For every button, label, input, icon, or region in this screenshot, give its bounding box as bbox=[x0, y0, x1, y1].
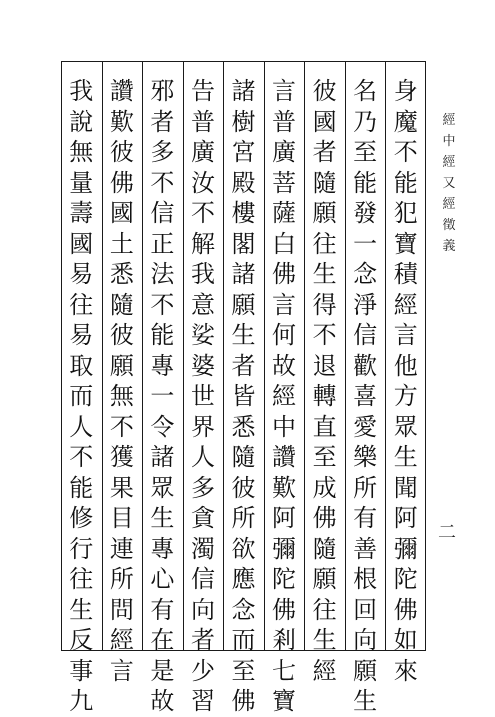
character: 讚 bbox=[109, 77, 134, 105]
character: 佛 bbox=[231, 687, 256, 715]
character: 有 bbox=[150, 595, 175, 624]
character: 隨 bbox=[109, 290, 134, 319]
character: 殿 bbox=[231, 168, 256, 197]
character: 願 bbox=[353, 656, 378, 685]
character: 而 bbox=[231, 626, 256, 654]
character: 犯 bbox=[393, 199, 418, 227]
character: 言 bbox=[272, 290, 297, 319]
character: 往 bbox=[69, 565, 94, 593]
character: 佛 bbox=[109, 168, 134, 197]
character: 寶 bbox=[272, 687, 297, 715]
character: 念 bbox=[353, 260, 378, 288]
character: 不 bbox=[393, 138, 418, 166]
character: 令 bbox=[150, 412, 175, 441]
character: 悉 bbox=[109, 260, 134, 288]
character: 有 bbox=[353, 504, 378, 532]
character: 至 bbox=[231, 656, 256, 685]
header-character: 經 bbox=[442, 113, 456, 128]
character: 經 bbox=[272, 382, 297, 410]
character: 七 bbox=[272, 656, 297, 685]
character: 諸 bbox=[231, 260, 256, 288]
character: 宮 bbox=[231, 138, 256, 166]
character: 言 bbox=[393, 321, 418, 349]
text-column bbox=[347, 76, 383, 715]
header-character: 中 bbox=[442, 134, 456, 149]
character: 寶 bbox=[393, 229, 418, 258]
character: 行 bbox=[69, 534, 94, 563]
character: 生 bbox=[312, 626, 337, 654]
character: 正 bbox=[150, 229, 175, 258]
character: 一 bbox=[150, 382, 175, 410]
character: 無 bbox=[109, 382, 134, 410]
character: 願 bbox=[231, 290, 256, 319]
character: 應 bbox=[231, 565, 256, 593]
character: 我 bbox=[69, 77, 94, 105]
character: 連 bbox=[109, 534, 134, 563]
character: 歎 bbox=[109, 107, 134, 136]
character: 土 bbox=[109, 229, 134, 258]
character: 能 bbox=[69, 473, 94, 502]
header-character: 經 bbox=[442, 197, 456, 212]
character: 乃 bbox=[353, 107, 378, 136]
column-divider bbox=[304, 61, 305, 651]
character: 願 bbox=[312, 565, 337, 593]
character: 隨 bbox=[312, 534, 337, 563]
character: 歡 bbox=[353, 351, 378, 380]
character: 轉 bbox=[312, 382, 337, 410]
character: 淨 bbox=[353, 290, 378, 319]
character: 念 bbox=[231, 595, 256, 624]
character: 積 bbox=[393, 260, 418, 288]
character: 廣 bbox=[190, 138, 215, 166]
character: 往 bbox=[69, 290, 94, 319]
character: 皆 bbox=[231, 382, 256, 410]
character: 生 bbox=[231, 321, 256, 349]
character: 說 bbox=[69, 107, 94, 136]
character: 往 bbox=[312, 595, 337, 624]
character: 阿 bbox=[393, 504, 418, 532]
character: 彼 bbox=[231, 473, 256, 502]
character: 彌 bbox=[272, 534, 297, 563]
character: 不 bbox=[190, 199, 215, 227]
character: 反 bbox=[69, 626, 94, 654]
character: 如 bbox=[393, 626, 418, 654]
character: 生 bbox=[150, 504, 175, 532]
character: 佛 bbox=[393, 595, 418, 624]
text-column bbox=[266, 76, 302, 715]
character: 言 bbox=[109, 656, 134, 685]
text-column bbox=[104, 76, 140, 685]
character: 阿 bbox=[272, 504, 297, 532]
text-column bbox=[63, 76, 99, 715]
header-character: 徵 bbox=[442, 218, 456, 233]
character: 不 bbox=[312, 321, 337, 349]
character: 所 bbox=[231, 504, 256, 532]
character: 根 bbox=[353, 565, 378, 593]
character: 者 bbox=[190, 626, 215, 654]
character: 樂 bbox=[353, 443, 378, 471]
character: 少 bbox=[190, 656, 215, 685]
character: 悉 bbox=[231, 412, 256, 441]
character: 解 bbox=[190, 229, 215, 258]
character: 樓 bbox=[231, 199, 256, 227]
character: 心 bbox=[150, 565, 175, 593]
character: 習 bbox=[190, 687, 215, 715]
character: 故 bbox=[272, 351, 297, 380]
character: 經 bbox=[393, 290, 418, 319]
column-divider bbox=[183, 61, 184, 651]
character: 而 bbox=[69, 382, 94, 410]
character: 問 bbox=[109, 595, 134, 624]
character: 不 bbox=[109, 412, 134, 441]
character: 白 bbox=[272, 229, 297, 258]
character: 廣 bbox=[272, 138, 297, 166]
column-divider bbox=[223, 61, 224, 651]
character: 讚 bbox=[272, 443, 297, 471]
header-character: 又 bbox=[442, 176, 456, 191]
character: 中 bbox=[272, 412, 297, 441]
text-column bbox=[185, 76, 221, 715]
character: 剎 bbox=[272, 626, 297, 654]
character: 言 bbox=[272, 77, 297, 105]
character: 佛 bbox=[272, 260, 297, 288]
text-column bbox=[226, 76, 262, 715]
character: 隨 bbox=[231, 443, 256, 471]
column-divider bbox=[102, 61, 103, 651]
character: 佛 bbox=[312, 504, 337, 532]
character: 向 bbox=[353, 626, 378, 654]
character: 不 bbox=[69, 443, 94, 471]
character: 在 bbox=[150, 626, 175, 654]
character: 是 bbox=[150, 656, 175, 685]
character: 佛 bbox=[272, 595, 297, 624]
character: 發 bbox=[353, 199, 378, 227]
character: 眾 bbox=[150, 473, 175, 502]
character: 能 bbox=[353, 168, 378, 197]
character: 能 bbox=[393, 168, 418, 197]
character: 何 bbox=[272, 321, 297, 349]
character: 歎 bbox=[272, 473, 297, 502]
character: 無 bbox=[69, 138, 94, 166]
character: 邪 bbox=[150, 77, 175, 105]
character: 生 bbox=[312, 260, 337, 288]
character: 陀 bbox=[272, 565, 297, 593]
character: 身 bbox=[393, 77, 418, 105]
character: 能 bbox=[150, 321, 175, 349]
character: 退 bbox=[312, 351, 337, 380]
character: 普 bbox=[190, 107, 215, 136]
text-column bbox=[388, 76, 424, 685]
character: 他 bbox=[393, 351, 418, 380]
character: 法 bbox=[150, 260, 175, 288]
character: 往 bbox=[312, 229, 337, 258]
character: 多 bbox=[150, 138, 175, 166]
running-header bbox=[438, 110, 460, 257]
character: 婆 bbox=[190, 351, 215, 380]
character: 至 bbox=[353, 138, 378, 166]
text-column bbox=[307, 76, 343, 685]
character: 修 bbox=[69, 504, 94, 532]
character: 獲 bbox=[109, 443, 134, 471]
character: 九 bbox=[69, 687, 94, 715]
character: 國 bbox=[312, 107, 337, 136]
character: 經 bbox=[109, 626, 134, 654]
character: 向 bbox=[190, 595, 215, 624]
character: 魔 bbox=[393, 107, 418, 136]
character: 薩 bbox=[272, 199, 297, 227]
column-divider bbox=[142, 61, 143, 651]
character: 所 bbox=[353, 473, 378, 502]
character: 不 bbox=[150, 290, 175, 319]
character: 者 bbox=[312, 138, 337, 166]
character: 國 bbox=[69, 229, 94, 258]
column-divider bbox=[264, 61, 265, 651]
character: 愛 bbox=[353, 412, 378, 441]
character: 界 bbox=[190, 412, 215, 441]
character: 生 bbox=[353, 687, 378, 715]
text-column bbox=[144, 76, 180, 715]
character: 眾 bbox=[393, 412, 418, 441]
character: 娑 bbox=[190, 321, 215, 349]
character: 閣 bbox=[231, 229, 256, 258]
character: 菩 bbox=[272, 168, 297, 197]
character: 者 bbox=[150, 107, 175, 136]
character: 信 bbox=[353, 321, 378, 349]
column-divider bbox=[385, 61, 386, 651]
character: 事 bbox=[69, 656, 94, 685]
character: 果 bbox=[109, 473, 134, 502]
character: 彌 bbox=[393, 534, 418, 563]
column-divider bbox=[345, 61, 346, 651]
character: 善 bbox=[353, 534, 378, 563]
character: 取 bbox=[69, 351, 94, 380]
character: 成 bbox=[312, 473, 337, 502]
character: 生 bbox=[69, 595, 94, 624]
character: 回 bbox=[353, 595, 378, 624]
character: 信 bbox=[150, 199, 175, 227]
character: 樹 bbox=[231, 107, 256, 136]
character: 方 bbox=[393, 382, 418, 410]
character: 得 bbox=[312, 290, 337, 319]
character: 目 bbox=[109, 504, 134, 532]
character: 量 bbox=[69, 168, 94, 197]
character: 貪 bbox=[190, 504, 215, 532]
character: 濁 bbox=[190, 534, 215, 563]
character: 易 bbox=[69, 260, 94, 288]
character: 生 bbox=[393, 443, 418, 471]
character: 至 bbox=[312, 443, 337, 471]
page-number: 二 bbox=[438, 522, 456, 543]
character: 告 bbox=[190, 77, 215, 105]
character: 專 bbox=[150, 534, 175, 563]
header-character: 經 bbox=[442, 155, 456, 170]
character: 直 bbox=[312, 412, 337, 441]
character: 陀 bbox=[393, 565, 418, 593]
character: 願 bbox=[109, 351, 134, 380]
character: 欲 bbox=[231, 534, 256, 563]
character: 意 bbox=[190, 290, 215, 319]
character: 彼 bbox=[312, 77, 337, 105]
character: 國 bbox=[109, 199, 134, 227]
character: 來 bbox=[393, 656, 418, 685]
character: 我 bbox=[190, 260, 215, 288]
character: 經 bbox=[312, 656, 337, 685]
character: 專 bbox=[150, 351, 175, 380]
character: 隨 bbox=[312, 168, 337, 197]
character: 願 bbox=[312, 199, 337, 227]
character: 人 bbox=[190, 443, 215, 471]
character: 汝 bbox=[190, 168, 215, 197]
character: 不 bbox=[150, 168, 175, 197]
character: 易 bbox=[69, 321, 94, 349]
character: 名 bbox=[353, 77, 378, 105]
character: 壽 bbox=[69, 199, 94, 227]
character: 多 bbox=[190, 473, 215, 502]
character: 聞 bbox=[393, 473, 418, 502]
character: 彼 bbox=[109, 321, 134, 349]
character: 故 bbox=[150, 687, 175, 715]
character: 喜 bbox=[353, 382, 378, 410]
character: 所 bbox=[109, 565, 134, 593]
header-character: 義 bbox=[442, 239, 456, 254]
character: 一 bbox=[353, 229, 378, 258]
character: 信 bbox=[190, 565, 215, 593]
character: 諸 bbox=[150, 443, 175, 471]
character: 者 bbox=[231, 351, 256, 380]
character: 世 bbox=[190, 382, 215, 410]
character: 彼 bbox=[109, 138, 134, 166]
character: 普 bbox=[272, 107, 297, 136]
character: 人 bbox=[69, 412, 94, 441]
character: 諸 bbox=[231, 77, 256, 105]
